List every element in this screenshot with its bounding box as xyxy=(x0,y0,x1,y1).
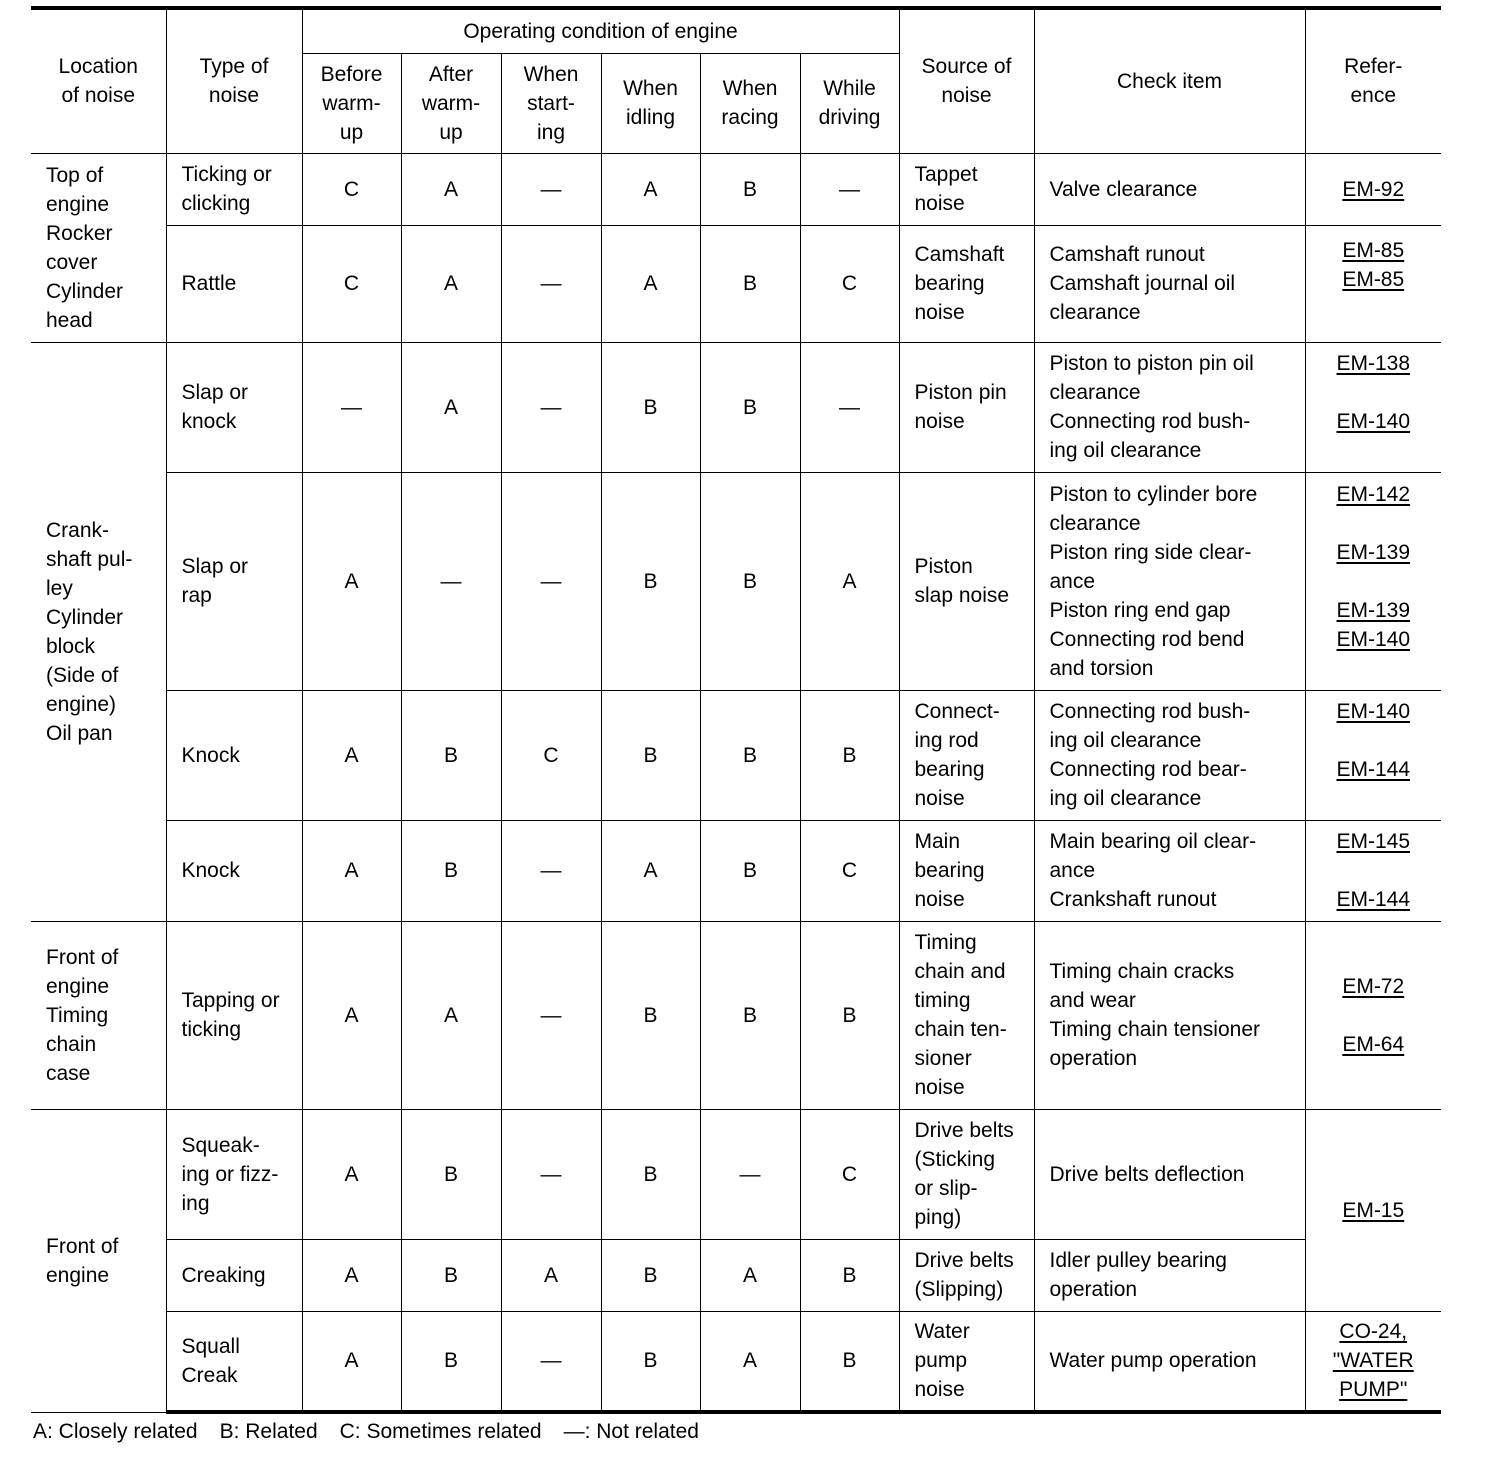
legend-related: B: Related xyxy=(219,1420,318,1443)
mark-cell: B xyxy=(601,1109,700,1239)
check-item-cell: Drive belts deflection xyxy=(1034,1109,1305,1239)
mark-cell: A xyxy=(401,342,501,472)
mark-cell: A xyxy=(800,472,899,690)
reference-link[interactable]: EM-145 xyxy=(1336,830,1411,853)
mark-cell: A xyxy=(700,1239,800,1311)
location-cell: Front of engine Timing chain case xyxy=(31,921,166,1109)
mark-cell: A xyxy=(601,153,700,225)
source-cell: Piston slap noise xyxy=(899,472,1034,690)
mark-cell: B xyxy=(601,1311,700,1412)
mark-cell: — xyxy=(501,342,601,472)
check-item-cell: Timing chain cracks and wear Timing chain tensioner operation xyxy=(1034,921,1305,1109)
legend xyxy=(33,1417,721,1446)
reference-link[interactable]: EM-139 xyxy=(1336,540,1411,564)
header-source: Source of noise xyxy=(899,8,1034,153)
mark-cell: A xyxy=(601,225,700,342)
mark-cell: B xyxy=(401,820,501,921)
reference-cell xyxy=(1305,690,1441,820)
mark-cell: B xyxy=(401,690,501,820)
mark-cell: B xyxy=(700,690,800,820)
reference-link[interactable]: EM-85 xyxy=(1342,267,1405,291)
table-row xyxy=(31,225,1441,342)
check-item-cell: Piston to piston pin oil clearance Connecting rod bush- ing oil clearance xyxy=(1034,342,1305,472)
source-cell: Timing chain and timing chain ten- sioner noise xyxy=(899,921,1034,1109)
reference-link[interactable]: EM-15 xyxy=(1342,1198,1405,1222)
mark-cell: A xyxy=(401,921,501,1109)
mark-cell: B xyxy=(700,921,800,1109)
noise-type-cell: Squall Creak xyxy=(166,1311,302,1412)
noise-type-cell: Slap or knock xyxy=(166,342,302,472)
mark-cell: B xyxy=(601,472,700,690)
header-operating-condition: Operating condition of engine xyxy=(302,8,899,53)
mark-cell: B xyxy=(401,1311,501,1412)
mark-cell: — xyxy=(501,472,601,690)
mark-cell: A xyxy=(302,690,401,820)
mark-cell: A xyxy=(302,472,401,690)
mark-cell: B xyxy=(800,921,899,1109)
mark-cell: B xyxy=(800,1311,899,1412)
table-row xyxy=(31,153,1441,225)
engine-noise-table xyxy=(31,6,1441,1414)
reference-cell xyxy=(1305,472,1441,690)
table-row xyxy=(31,1311,1441,1412)
source-cell: Connect- ing rod bearing noise xyxy=(899,690,1034,820)
mark-cell: C xyxy=(800,820,899,921)
reference-cell xyxy=(1305,153,1441,225)
table-row xyxy=(31,472,1441,690)
mark-cell: — xyxy=(501,153,601,225)
source-cell: Drive belts (Sticking or slip- ping) xyxy=(899,1109,1034,1239)
noise-diagnosis-table-container xyxy=(31,6,1441,1414)
mark-cell: A xyxy=(302,921,401,1109)
mark-cell: — xyxy=(800,153,899,225)
mark-cell: A xyxy=(401,153,501,225)
noise-type-cell: Rattle xyxy=(166,225,302,342)
mark-cell: — xyxy=(501,1311,601,1412)
header-when-starting: When start- ing xyxy=(501,53,601,153)
mark-cell: — xyxy=(501,1109,601,1239)
reference-link[interactable]: EM-140 xyxy=(1336,410,1411,433)
header-when-idling: When idling xyxy=(601,53,700,153)
table-row xyxy=(31,690,1441,820)
mark-cell: B xyxy=(700,820,800,921)
header-check-item: Check item xyxy=(1034,8,1305,153)
table-row xyxy=(31,921,1441,1109)
mark-cell: B xyxy=(800,1239,899,1311)
mark-cell: A xyxy=(700,1311,800,1412)
mark-cell: C xyxy=(800,1109,899,1239)
noise-type-cell: Ticking or clicking xyxy=(166,153,302,225)
noise-type-cell: Creaking xyxy=(166,1239,302,1311)
reference-link[interactable]: EM-142 xyxy=(1336,482,1411,506)
legend-not-related: —: Not related xyxy=(563,1420,699,1443)
reference-cell xyxy=(1305,820,1441,921)
noise-type-cell: Knock xyxy=(166,690,302,820)
reference-link[interactable]: EM-140 xyxy=(1336,627,1411,651)
reference-link[interactable]: EM-92 xyxy=(1342,177,1405,201)
source-cell: Main bearing noise xyxy=(899,820,1034,921)
mark-cell: A xyxy=(401,225,501,342)
header-type: Type of noise xyxy=(166,8,302,153)
check-item-cell: Camshaft runout Camshaft journal oil clearance xyxy=(1034,225,1305,342)
reference-link[interactable]: EM-144 xyxy=(1336,758,1411,781)
mark-cell: — xyxy=(401,472,501,690)
check-item-cell: Water pump operation xyxy=(1034,1311,1305,1412)
mark-cell: — xyxy=(302,342,401,472)
check-item-cell: Piston to cylinder bore clearance Piston ring side clear- ance Piston ring end gap Connecting rod bend and torsion xyxy=(1034,472,1305,690)
source-cell: Water pump noise xyxy=(899,1311,1034,1412)
legend-sometimes-related: C: Sometimes related xyxy=(339,1420,542,1443)
header-after-warmup: After warm- up xyxy=(401,53,501,153)
check-item-cell: Connecting rod bush- ing oil clearance Connecting rod bear- ing oil clearance xyxy=(1034,690,1305,820)
reference-cell xyxy=(1305,1311,1441,1412)
reference-link[interactable]: EM-72 xyxy=(1342,974,1405,998)
table-row xyxy=(31,342,1441,472)
source-cell: Tappet noise xyxy=(899,153,1034,225)
mark-cell: — xyxy=(501,225,601,342)
header-when-racing: When racing xyxy=(700,53,800,153)
check-item-cell: Valve clearance xyxy=(1034,153,1305,225)
legend-closely-related: A: Closely related xyxy=(33,1420,198,1443)
header-reference: Refer- ence xyxy=(1305,8,1441,153)
mark-cell: A xyxy=(601,820,700,921)
reference-link[interactable]: EM-85 xyxy=(1342,238,1405,262)
source-cell: Piston pin noise xyxy=(899,342,1034,472)
reference-cell xyxy=(1305,1109,1441,1311)
table-row xyxy=(31,820,1441,921)
mark-cell: — xyxy=(800,342,899,472)
mark-cell: C xyxy=(501,690,601,820)
check-item-cell: Main bearing oil clear- ance Crankshaft runout xyxy=(1034,820,1305,921)
mark-cell: B xyxy=(401,1239,501,1311)
mark-cell: B xyxy=(700,225,800,342)
header-before-warmup: Before warm- up xyxy=(302,53,401,153)
source-cell: Camshaft bearing noise xyxy=(899,225,1034,342)
mark-cell: C xyxy=(302,225,401,342)
reference-link[interactable]: PUMP" xyxy=(1339,1378,1408,1402)
mark-cell: A xyxy=(302,820,401,921)
mark-cell: B xyxy=(700,342,800,472)
mark-cell: B xyxy=(700,153,800,225)
mark-cell: — xyxy=(700,1109,800,1239)
check-item-cell: Idler pulley bearing operation xyxy=(1034,1239,1305,1311)
reference-link[interactable]: EM-64 xyxy=(1342,1032,1405,1056)
noise-type-cell: Tapping or ticking xyxy=(166,921,302,1109)
mark-cell: B xyxy=(800,690,899,820)
reference-cell xyxy=(1305,225,1441,342)
location-cell: Top of engine Rocker cover Cylinder head xyxy=(31,153,166,342)
source-cell: Drive belts (Slipping) xyxy=(899,1239,1034,1311)
mark-cell: B xyxy=(401,1109,501,1239)
noise-type-cell: Knock xyxy=(166,820,302,921)
mark-cell: C xyxy=(302,153,401,225)
mark-cell: A xyxy=(302,1311,401,1412)
location-cell: Crank- shaft pul- ley Cylinder block (Side of engine) Oil pan xyxy=(31,342,166,921)
header-while-driving: While driving xyxy=(800,53,899,153)
mark-cell: C xyxy=(800,225,899,342)
mark-cell: B xyxy=(601,921,700,1109)
mark-cell: B xyxy=(601,1239,700,1311)
mark-cell: — xyxy=(501,820,601,921)
reference-cell xyxy=(1305,921,1441,1109)
reference-link[interactable]: "WATER xyxy=(1332,1349,1414,1373)
reference-link[interactable]: EM-144 xyxy=(1336,888,1411,911)
table-row xyxy=(31,1109,1441,1239)
reference-link[interactable]: EM-138 xyxy=(1336,352,1411,375)
table-row xyxy=(31,1239,1441,1311)
mark-cell: B xyxy=(601,342,700,472)
header-location: Location of noise xyxy=(31,8,166,153)
reference-link[interactable]: CO-24, xyxy=(1339,1320,1408,1344)
reference-link[interactable]: EM-139 xyxy=(1336,598,1411,622)
reference-cell xyxy=(1305,342,1441,472)
mark-cell: A xyxy=(501,1239,601,1311)
noise-type-cell: Slap or rap xyxy=(166,472,302,690)
mark-cell: — xyxy=(501,921,601,1109)
mark-cell: A xyxy=(302,1109,401,1239)
mark-cell: B xyxy=(601,690,700,820)
noise-type-cell: Squeak- ing or fizz- ing xyxy=(166,1109,302,1239)
mark-cell: B xyxy=(700,472,800,690)
location-cell: Front of engine xyxy=(31,1109,166,1412)
mark-cell: A xyxy=(302,1239,401,1311)
reference-link[interactable]: EM-140 xyxy=(1336,700,1411,723)
